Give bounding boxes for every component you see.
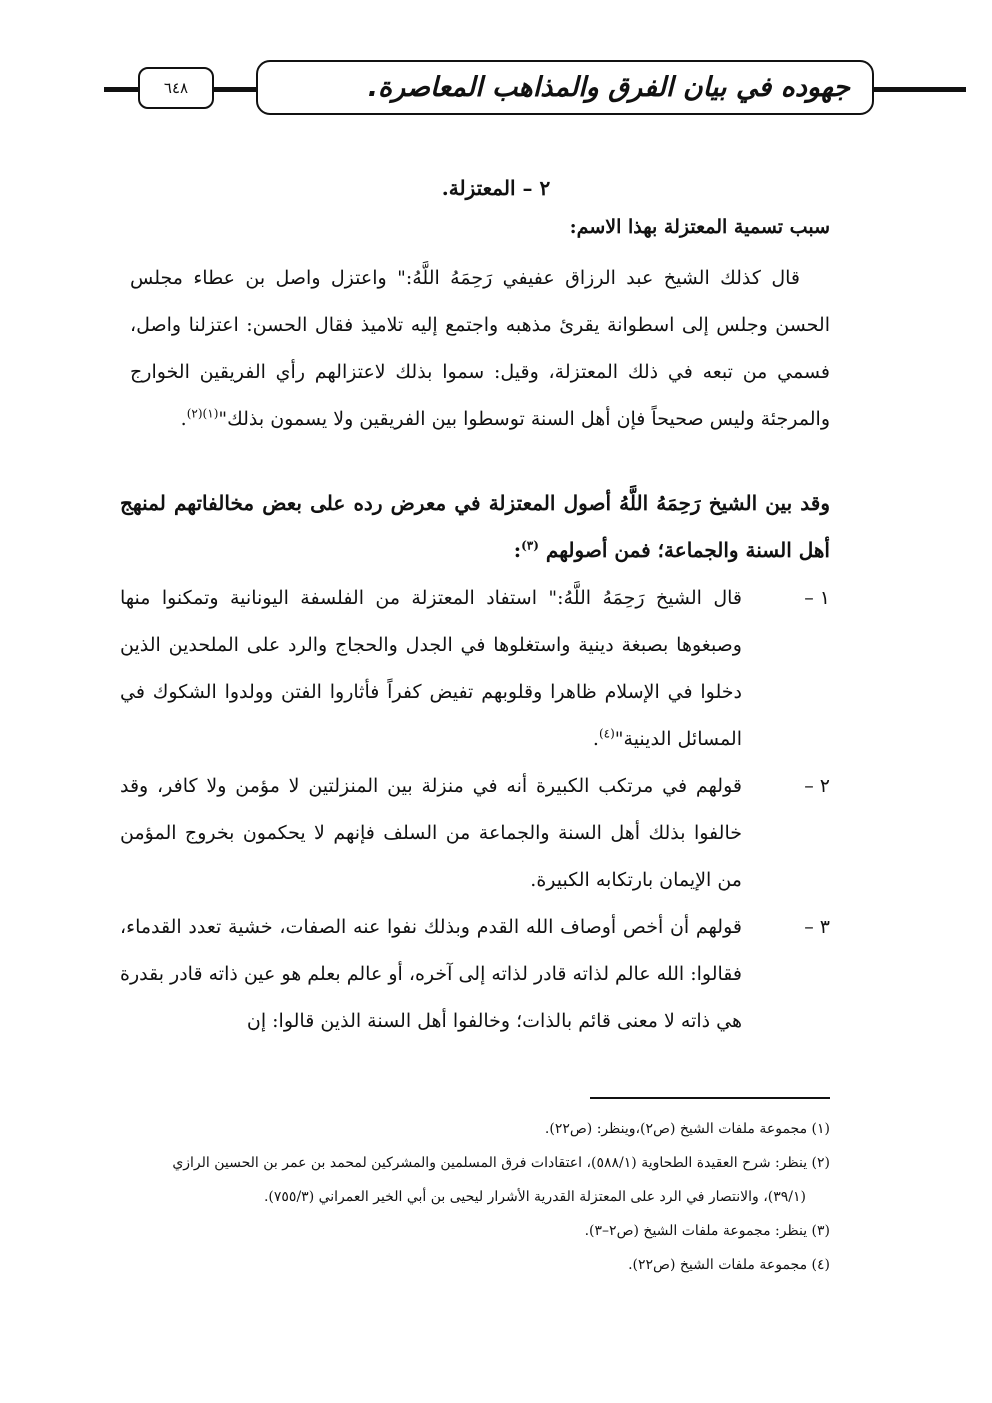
header-rule-right — [874, 87, 966, 92]
list-item-text: قال الشيخ رَحِمَهُ اللَّهُ:" استفاد المعتزلة من الفلسفة اليونانية وتمكنوا منها وصبغوها بصبغة دينية واستغلوها في الجدل والحجاج والرد على الملحدين الذين دخلوا في الإسلام ظاهرا وقلوبهم تفيض كفراً فأثاروا الفتن وولدوا الشكوك في المسائل الدينية" — [120, 587, 742, 750]
principles-list — [120, 575, 830, 1045]
header-rule-left — [104, 87, 138, 92]
list-item-number: ٣ – — [804, 916, 830, 938]
paragraph-text: قال كذلك الشيخ عبد الرزاق عفيفي رَحِمَهُ اللَّهُ:" واعتزل واصل بن عطاء مجلس الحسن وجلس إلى اسطوانة يقرئ مذهبه واجتمع إليه تلاميذ فقال الحسن: اعتزلنا واصل، فسمي من تبعه في ذلك المعتزلة، وقيل: سموا بذلك لاعتزالهم رأي الفريقين الخوارج والمرجئة وليس صحيحاً فإن أهل السنة توسطوا بين الفريقين ولا يسمون بذلك" — [130, 267, 830, 430]
header-rule-middle — [214, 87, 256, 92]
subheading: سبب تسمية المعتزلة بهذا الاسم: — [569, 216, 830, 238]
paragraph-principles-intro — [120, 480, 830, 574]
footnotes — [110, 1112, 830, 1282]
list-item-number: ١ – — [804, 587, 830, 609]
footnote-ref: (٣) — [521, 538, 539, 553]
paragraph-end: : — [513, 538, 522, 562]
paragraph-text: وقد بين الشيخ رَحِمَهُ اللَّهُ أصول المعتزلة في معرض رده على بعض مخالفاتهم لمنهج أهل السنة والجماعة؛ فمن أصولهم — [120, 491, 830, 562]
running-title — [256, 60, 874, 115]
footnote-separator — [590, 1097, 830, 1099]
list-item — [120, 575, 830, 763]
paragraph-end: . — [180, 408, 187, 430]
list-item-end: . — [592, 728, 599, 750]
footnote-ref: (١)(٢) — [186, 406, 219, 421]
footnote: (٢) ينظر: شرح العقيدة الطحاوية (٥٨٨/١)، اعتقادات فرق المسلمين والمشركين لمحمد بن عمر بن الحسين الرازي — [172, 1155, 830, 1171]
footnote: (٣) ينظر: مجموعة ملفات الشيخ (ص٢–٣). — [584, 1223, 830, 1239]
footnote-continuation: (٣٩/١)، والانتصار في الرد على المعتزلة القدرية الأشرار ليحيى بن أبي الخير العمراني (٧٥٥/٣). — [263, 1189, 806, 1205]
paragraph-naming-reason — [130, 255, 830, 443]
footnote: (١) مجموعة ملفات الشيخ (ص٢)،وينظر: (ص٢٢). — [544, 1121, 830, 1137]
footnote-ref: (٤) — [598, 726, 615, 741]
list-item-text: قولهم في مرتكب الكبيرة أنه في منزلة بين المنزلتين لا مؤمن ولا كافر، وقد خالفوا بذلك أهل السنة والجماعة من السلف فإنهم لا يحكمون بخروج المؤمن من الإيمان بارتكابه الكبيرة. — [120, 775, 742, 891]
list-item-text: قولهم أن أخص أوصاف الله القدم وبذلك نفوا عنه الصفات، خشية تعدد القدماء، فقالوا: الله عالم لذاته قادر لذاته إلى آخره، أو عالم بعلم هو عين ذاته قادر بقدرة هي ذاته لا معنى قائم بالذات؛ وخالفوا أهل السنة الذين قالوا: إن — [120, 916, 742, 1032]
list-item-number: ٢ – — [804, 775, 830, 797]
page-number — [138, 67, 214, 109]
page-number-text: ٦٤٨ — [163, 79, 189, 97]
list-item — [120, 904, 830, 1045]
section-title: ٢ – المعتزلة. — [441, 176, 551, 200]
footnote: (٤) مجموعة ملفات الشيخ (ص٢٢). — [628, 1257, 830, 1273]
list-item — [120, 763, 830, 904]
running-title-text: جهوده في بيان الفرق والمذاهب المعاصرة. — [367, 72, 850, 103]
